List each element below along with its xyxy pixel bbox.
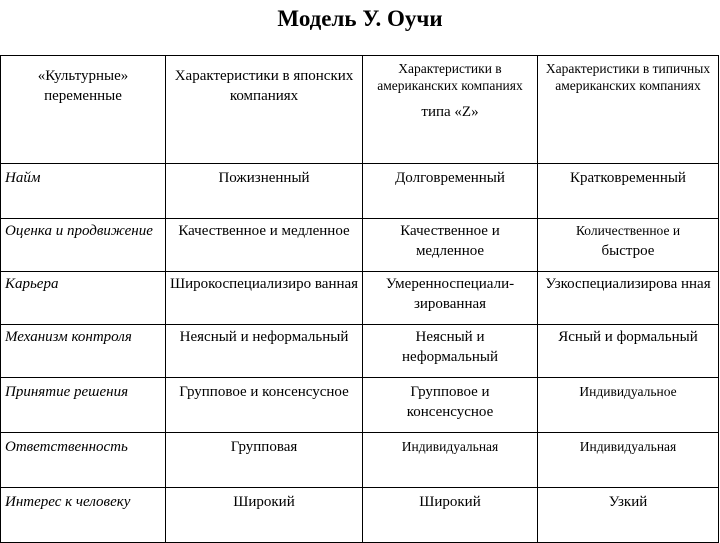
- cell-japanese: Качественное и медленное: [166, 219, 363, 272]
- cell-american-line2: быстрое: [601, 243, 655, 259]
- cell-american: Индивидуальное: [538, 378, 719, 433]
- comparison-table: [0, 55, 719, 543]
- cell-japanese: Широкий: [166, 488, 363, 543]
- cell-type-z: Неясный и неформальный: [363, 325, 538, 378]
- row-label: Найм: [1, 164, 166, 219]
- cell-japanese: Групповое и консенсусное: [166, 378, 363, 433]
- header-cultural-variables: «Культурные» переменные: [1, 56, 166, 164]
- table-row: [1, 219, 719, 272]
- cell-american: Узкоспециализирова нная: [538, 272, 719, 325]
- table-row: [1, 433, 719, 488]
- cell-type-z: Долговременный: [363, 164, 538, 219]
- header-type-z-text: Характеристики в американских компаниях: [377, 61, 523, 93]
- table-row: [1, 325, 719, 378]
- table-row: [1, 164, 719, 219]
- table-row: [1, 378, 719, 433]
- row-label: Карьера: [1, 272, 166, 325]
- cell-type-z: Умеренноспециали-зированная: [363, 272, 538, 325]
- row-label: Ответственность: [1, 433, 166, 488]
- table-row: [1, 272, 719, 325]
- cell-american-line1: Количественное и: [575, 223, 681, 238]
- cell-japanese: Групповая: [166, 433, 363, 488]
- row-label: Принятие решения: [1, 378, 166, 433]
- header-type-z-companies: [363, 56, 538, 164]
- page-title: Модель У. Оучи: [277, 6, 443, 31]
- cell-type-z: Качественное и медленное: [363, 219, 538, 272]
- cell-type-z: Широкий: [363, 488, 538, 543]
- header-type-z-label: типа «Z»: [421, 104, 479, 120]
- row-label: Механизм контроля: [1, 325, 166, 378]
- row-label: Оценка и продвижение: [1, 219, 166, 272]
- cell-type-z: Групповое и консенсусное: [363, 378, 538, 433]
- cell-type-z: Индивидуальная: [363, 433, 538, 488]
- cell-japanese: Неясный и неформальный: [166, 325, 363, 378]
- cell-american: Ясный и формальный: [538, 325, 719, 378]
- table-row: [1, 488, 719, 543]
- cell-american: Узкий: [538, 488, 719, 543]
- header-japanese-companies: Характеристики в японских компаниях: [166, 56, 363, 164]
- table-header-row: [1, 56, 719, 164]
- cell-japanese: Широкоспециализиро ванная: [166, 272, 363, 325]
- cell-japanese: Пожизненный: [166, 164, 363, 219]
- row-label: Интерес к человеку: [1, 488, 166, 543]
- cell-american: Индивидуальная: [538, 433, 719, 488]
- header-typical-american-companies: Характеристики в типичных американских компаниях: [538, 56, 719, 164]
- cell-american: Кратковременный: [538, 164, 719, 219]
- cell-american: [538, 219, 719, 272]
